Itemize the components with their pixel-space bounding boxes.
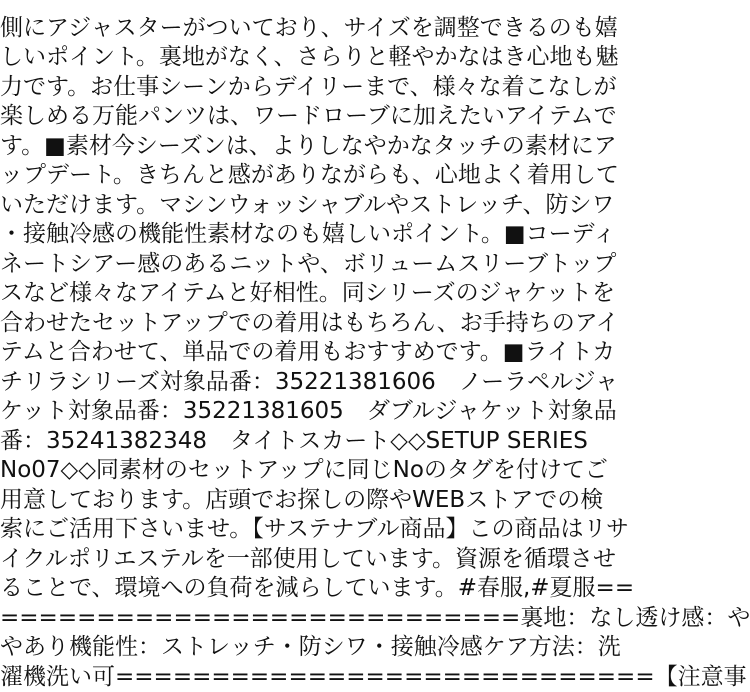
- text-line: イクルポリエステルを一部使用しています。資源を循環させ: [0, 545, 666, 575]
- text-line: ップデート。きちんと感がありながらも、心地よく着用して: [0, 161, 666, 191]
- text-line: No07◇◇同素材のセットアップに同じNoのタグを付けてご: [0, 456, 666, 486]
- text-line: 用意しております。店頭でお探しの際やWEBストアでの検: [0, 486, 666, 516]
- text-line: 楽しめる万能パンツは、ワードローブに加えたいアイテムで: [0, 102, 666, 132]
- text-line: しいポイント。裏地がなく、さらりと軽やかなはき心地も魅: [0, 43, 666, 73]
- text-line: やあり機能性：ストレッチ・防シワ・接触冷感ケア方法：洗: [0, 633, 666, 663]
- text-line: 側にアジャスターがついており、サイズを調整できるのも嬉: [0, 14, 666, 44]
- text-line: チリラシリーズ対象品番：35221381606 ノーラペルジャ: [0, 368, 666, 398]
- text-line: ===========================裏地：なし透け感：や: [0, 604, 666, 634]
- text-line: テムと合わせて、単品での着用もおすすめです。■ライトカ: [0, 338, 666, 368]
- text-line: スなど様々なアイテムと好相性。同シリーズのジャケットを: [0, 279, 666, 309]
- text-line: ケット対象品番：35221381605 ダブルジャケット対象品: [0, 397, 666, 427]
- text-line: ネートシアー感のあるニットや、ボリュームスリーブトップ: [0, 250, 666, 280]
- text-line: 濯機洗い可============================【注意事: [0, 663, 666, 692]
- text-line: いただけます。マシンウォッシャブルやストレッチ、防シワ: [0, 191, 666, 221]
- clipped-top-line: [0, 0, 666, 14]
- text-line: 番：35241382348 タイトスカート◇◇SETUP SERIES: [0, 427, 666, 457]
- text-line: 索にご活用下さいませ。【サステナブル商品】この商品はリサ: [0, 515, 666, 545]
- text-line: す。■素材今シーズンは、よりしなやかなタッチの素材にア: [0, 132, 666, 162]
- text-line: ることで、環境への負荷を減らしています。#春服,#夏服==: [0, 574, 666, 604]
- text-line: ・接触冷感の機能性素材なのも嬉しいポイント。■コーディ: [0, 220, 666, 250]
- text-line: 合わせたセットアップでの着用はもちろん、お手持ちのアイ: [0, 309, 666, 339]
- text-line: 力です。お仕事シーンからデイリーまで、様々な着こなしが: [0, 73, 666, 103]
